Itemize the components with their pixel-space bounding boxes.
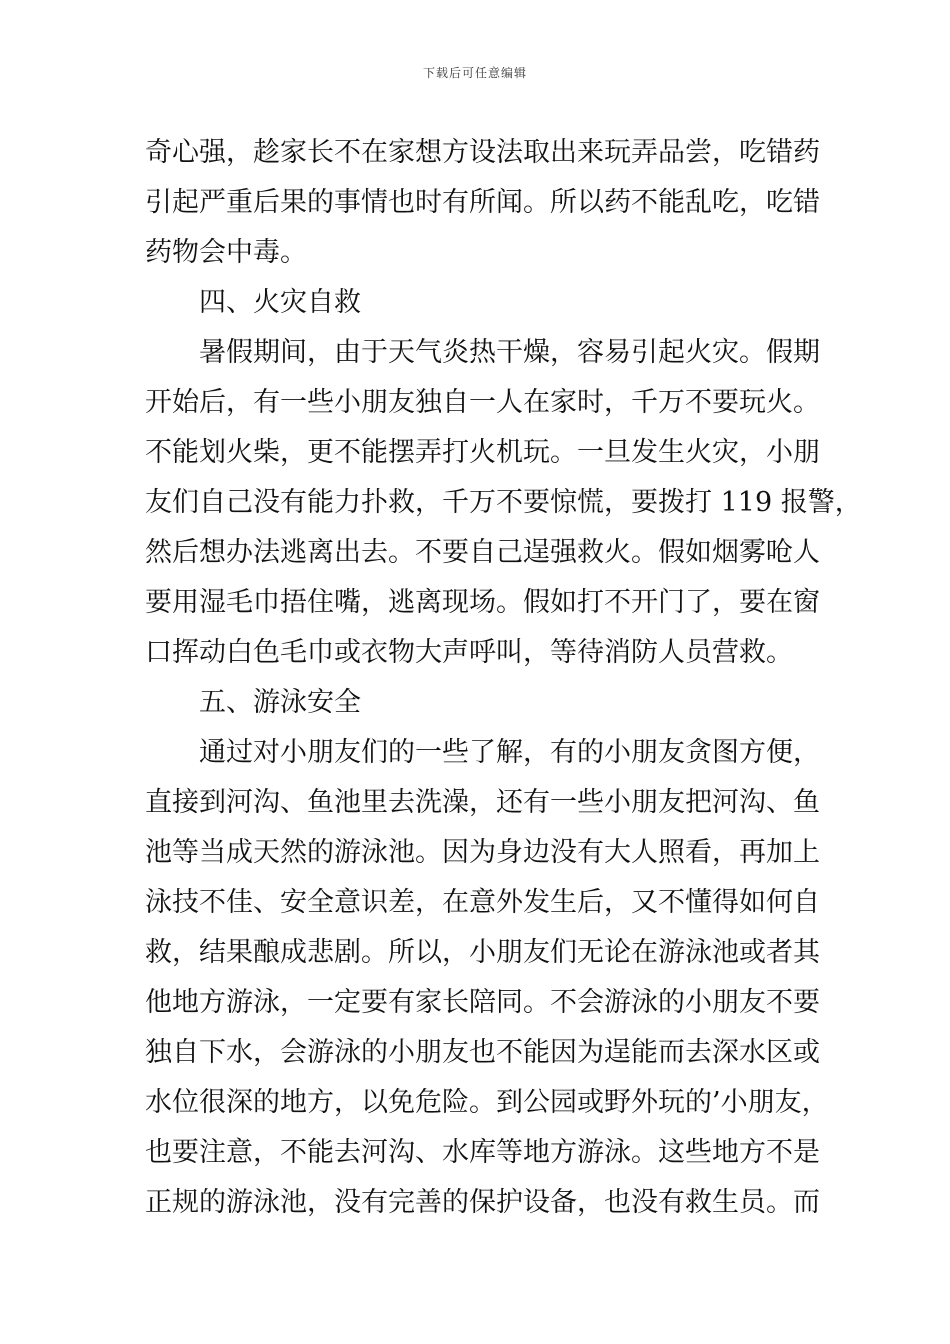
text-line: 口挥动白色毛巾或衣物大声呼叫，等待消防人员营救。: [145, 637, 793, 668]
text-line: 引起严重后果的事情也时有所闻。所以药不能乱吃，吃错: [145, 187, 820, 218]
text-line: 要用湿毛巾捂住嘴，逃离现场。假如打不开门了，要在窗: [145, 587, 820, 618]
document-body: [145, 128, 862, 1228]
text-line: 独自下水，会游泳的小朋友也不能因为逞能而去深水区或: [145, 1037, 820, 1068]
text-line: 通过对小朋友们的一些了解，有的小朋友贪图方便，: [199, 737, 820, 768]
text-line: 然后想办法逃离出去。不要自己逞强救火。假如烟雾呛人: [145, 537, 820, 568]
text-line: 奇心强，趁家长不在家想方设法取出来玩弄品尝，吃错药: [145, 137, 820, 168]
text-line: 救，结果酿成悲剧。所以，小朋友们无论在游泳池或者其: [145, 937, 820, 968]
text-line: 水位很深的地方，以免危险。到公园或野外玩的’小朋友，: [145, 1087, 829, 1118]
text-line: 泳技不佳、安全意识差，在意外发生后，又不懂得如何自: [145, 887, 820, 918]
text-line: 正规的游泳池，没有完善的保护设备，也没有救生员。而: [145, 1187, 820, 1218]
text-line: 他地方游泳，一定要有家长陪同。不会游泳的小朋友不要: [145, 987, 820, 1018]
text-line: 不能划火柴，更不能摆弄打火机玩。一旦发生火灾，小朋: [145, 437, 820, 468]
text-line: 直接到河沟、鱼池里去洗澡，还有一些小朋友把河沟、鱼: [145, 787, 820, 818]
text-line: 开始后，有一些小朋友独自一人在家时，千万不要玩火。: [145, 387, 820, 418]
text-line: 池等当成天然的游泳池。因为身边没有大人照看，再加上: [145, 837, 820, 868]
text-line: 友们自己没有能力扑救，千万不要惊慌，要拨打 119 报警，: [145, 487, 862, 518]
section-heading-swimming: 五、游泳安全: [199, 687, 361, 718]
text-line: 暑假期间，由于天气炎热干燥，容易引起火灾。假期: [199, 337, 820, 368]
text-line: 药物会中毒。: [145, 237, 307, 268]
page-header: 下载后可任意编辑: [422, 66, 527, 80]
text-line: 也要注意，不能去河沟、水库等地方游泳。这些地方不是: [145, 1137, 820, 1168]
section-heading-fire: 四、火灾自救: [199, 287, 361, 318]
